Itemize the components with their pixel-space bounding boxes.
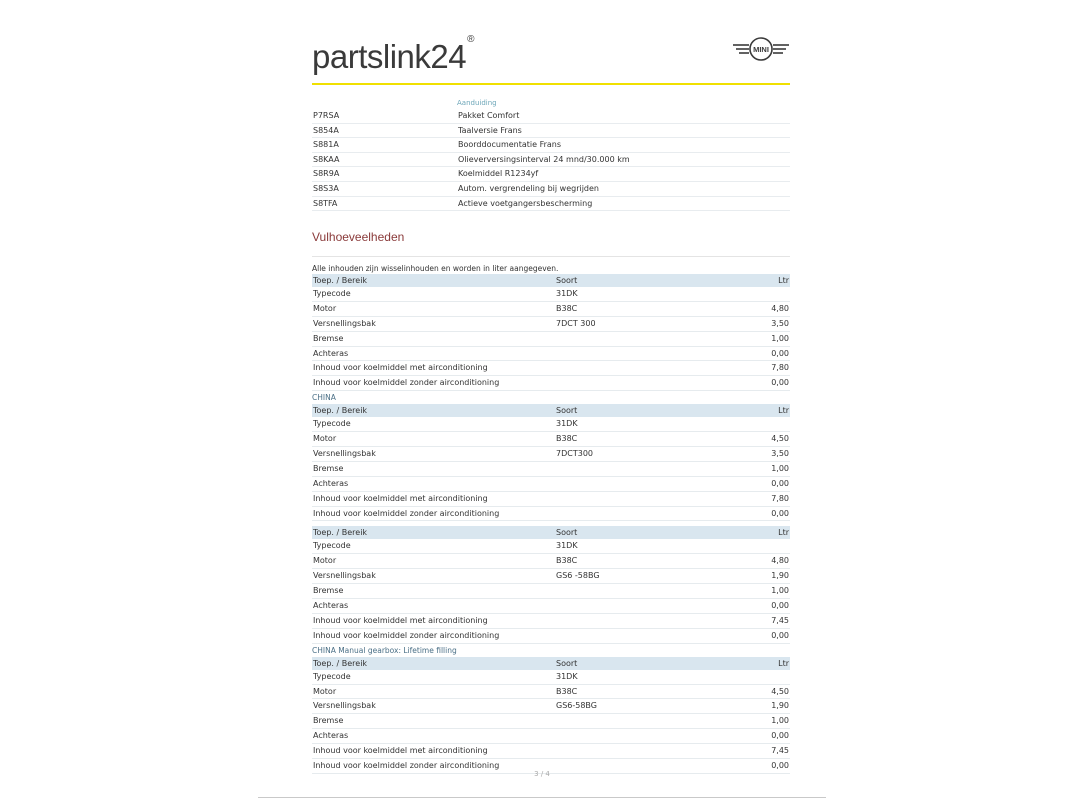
code-row [312, 124, 790, 139]
column-type: Soort [556, 406, 578, 416]
row-item: Motor [313, 434, 337, 444]
table-row [312, 599, 790, 614]
table-header [312, 404, 790, 417]
row-item: Bremse [313, 716, 344, 726]
row-type [556, 492, 729, 506]
table-row [312, 629, 790, 644]
row-liters: 3,50 [771, 449, 789, 459]
option-code: S8TFA [313, 198, 338, 208]
row-item: Motor [313, 303, 337, 313]
row-type [556, 599, 729, 613]
document-page [258, 0, 826, 797]
row-item: Achteras [313, 601, 349, 611]
row-item: Inhoud voor koelmiddel met airconditioning [313, 493, 488, 503]
row-liters: 0,00 [771, 508, 789, 518]
row-liters: 1,00 [771, 586, 789, 596]
column-unit: Ltr [778, 528, 789, 538]
row-item: Bremse [313, 586, 344, 596]
row-type [556, 376, 729, 390]
column-area: Toep. / Bereik [313, 658, 368, 668]
table-row [312, 302, 790, 317]
partslink24-logo [312, 34, 474, 77]
block-label: CHINA Manual gearbox: Lifetime filling [312, 645, 457, 655]
row-type [556, 584, 729, 598]
option-description: Koelmiddel R1234yf [458, 169, 539, 179]
row-type [556, 507, 729, 521]
table-row [312, 332, 790, 347]
page-number: 3 / 4 [534, 770, 550, 778]
option-description: Autom. vergrendeling bij wegrijden [458, 183, 599, 193]
row-type: GS6 -58BG [556, 571, 600, 581]
table-row [312, 670, 790, 685]
option-code: S8KAA [313, 154, 340, 164]
row-type [556, 729, 729, 743]
table-row [312, 714, 790, 729]
codes-header: Aanduiding [457, 99, 497, 107]
row-liters: 3,50 [771, 318, 789, 328]
row-liters: 4,50 [771, 434, 789, 444]
page-edge [258, 797, 826, 798]
row-type: 31DK [556, 289, 578, 298]
table-header [312, 657, 790, 670]
row-liters: 4,50 [771, 686, 789, 696]
row-liters: 0,00 [771, 378, 789, 388]
row-type: 31DK [556, 419, 578, 429]
option-description: Boorddocumentatie Frans [458, 140, 562, 150]
row-item: Typecode [313, 541, 351, 551]
intro-text: Alle inhouden zijn wisselinhouden en worden in liter aangegeven. [312, 264, 559, 273]
row-liters: 7,80 [771, 363, 789, 373]
code-row [312, 167, 790, 182]
row-item: Inhoud voor koelmiddel zonder airconditioning [313, 761, 500, 771]
section-title: Vulhoeveelheden [312, 230, 405, 244]
row-liters: 1,00 [771, 716, 789, 726]
row-liters: 7,45 [771, 746, 789, 756]
option-description: Taalversie Frans [458, 125, 522, 135]
logo-text: partslink24 [312, 38, 467, 75]
row-type [556, 332, 729, 346]
row-type: B38C [556, 303, 578, 313]
option-description: Olieverversingsinterval 24 mnd/30.000 km [458, 154, 630, 164]
table-row [312, 417, 790, 432]
row-liters: 4,80 [771, 303, 789, 313]
table-row [312, 317, 790, 332]
row-type [556, 477, 729, 491]
table-row [312, 699, 790, 714]
row-liters: 1,90 [771, 571, 789, 581]
table-row [312, 287, 790, 302]
row-type: B38C [556, 434, 578, 444]
row-item: Typecode [313, 289, 351, 298]
row-item: Versnellingsbak [313, 571, 376, 581]
row-item: Inhoud voor koelmiddel zonder airconditioning [313, 378, 500, 388]
section-rule [312, 256, 790, 257]
code-row [312, 153, 790, 168]
table-header [312, 526, 790, 539]
row-item: Inhoud voor koelmiddel met airconditioning [313, 615, 488, 625]
row-type [556, 361, 729, 375]
block-label: CHINA [312, 393, 336, 403]
table-row [312, 462, 790, 477]
option-code: S8R9A [313, 169, 340, 179]
table-row [312, 729, 790, 744]
table-row [312, 614, 790, 629]
option-code: S854A [313, 125, 339, 135]
table-row [312, 492, 790, 507]
code-row [312, 182, 790, 197]
row-item: Versnellingsbak [313, 449, 376, 459]
row-item: Bremse [313, 463, 344, 473]
row-type: B38C [556, 686, 578, 696]
row-liters: 0,00 [771, 761, 789, 771]
row-liters: 1,00 [771, 333, 789, 343]
row-type [556, 714, 729, 728]
option-code: S8S3A [313, 183, 339, 193]
row-type [556, 614, 729, 628]
table-row [312, 477, 790, 492]
row-type: B38C [556, 556, 578, 566]
code-row [312, 197, 790, 212]
row-liters [729, 287, 790, 301]
row-liters: 0,00 [771, 630, 789, 640]
table-row [312, 584, 790, 599]
column-unit: Ltr [778, 276, 789, 285]
row-liters [729, 417, 790, 431]
column-type: Soort [556, 276, 578, 285]
row-liters [729, 539, 790, 553]
option-codes-table [312, 97, 790, 211]
row-type: 7DCT300 [556, 449, 593, 459]
column-unit: Ltr [778, 658, 789, 668]
row-item: Inhoud voor koelmiddel met airconditioning [313, 746, 488, 756]
column-type: Soort [556, 528, 578, 538]
row-type: 31DK [556, 541, 578, 551]
row-type [556, 347, 729, 361]
row-item: Inhoud voor koelmiddel zonder airconditioning [313, 630, 500, 640]
table-row [312, 347, 790, 362]
row-liters: 4,80 [771, 556, 789, 566]
row-item: Inhoud voor koelmiddel met airconditioning [313, 363, 488, 373]
row-type: 31DK [556, 671, 578, 681]
table-row [312, 685, 790, 700]
fill-quantities [312, 263, 790, 774]
row-liters: 1,00 [771, 463, 789, 473]
table-row [312, 376, 790, 391]
row-item: Inhoud voor koelmiddel zonder airconditioning [313, 508, 500, 518]
mini-logo-icon [732, 36, 790, 62]
column-type: Soort [556, 658, 578, 668]
row-type [556, 462, 729, 476]
header-rule [312, 83, 790, 85]
table-row [312, 432, 790, 447]
option-code: P7RSA [313, 111, 340, 120]
row-type: 7DCT 300 [556, 318, 596, 328]
row-liters: 7,80 [771, 493, 789, 503]
mini-logo-text: MINI [753, 44, 769, 54]
row-item: Motor [313, 556, 337, 566]
row-liters: 1,90 [771, 701, 789, 711]
row-item: Versnellingsbak [313, 701, 376, 711]
row-item: Motor [313, 686, 337, 696]
code-row [312, 138, 790, 153]
row-liters: 0,00 [771, 601, 789, 611]
row-type [556, 744, 729, 758]
row-item: Typecode [313, 671, 351, 681]
row-liters: 0,00 [771, 348, 789, 358]
row-liters [729, 670, 790, 684]
row-liters: 7,45 [771, 615, 789, 625]
table-row [312, 539, 790, 554]
column-area: Toep. / Bereik [313, 528, 368, 538]
row-item: Achteras [313, 348, 349, 358]
row-item: Bremse [313, 333, 344, 343]
column-area: Toep. / Bereik [313, 406, 368, 416]
row-item: Typecode [313, 419, 351, 429]
registered-mark: ® [467, 34, 474, 45]
table-row [312, 569, 790, 584]
table-row [312, 554, 790, 569]
table-row [312, 744, 790, 759]
option-description: Pakket Comfort [458, 111, 520, 120]
row-liters: 0,00 [771, 731, 789, 741]
column-unit: Ltr [778, 406, 789, 416]
table-row [312, 447, 790, 462]
column-area: Toep. / Bereik [313, 276, 368, 285]
row-type [556, 629, 729, 643]
row-type: GS6-58BG [556, 701, 597, 711]
option-description: Actieve voetgangersbescherming [458, 198, 593, 208]
row-item: Achteras [313, 478, 349, 488]
table-header [312, 274, 790, 287]
row-liters: 0,00 [771, 478, 789, 488]
option-code: S881A [313, 140, 339, 150]
row-item: Versnellingsbak [313, 318, 376, 328]
table-row [312, 507, 790, 522]
row-item: Achteras [313, 731, 349, 741]
table-row [312, 361, 790, 376]
code-row [312, 109, 790, 124]
